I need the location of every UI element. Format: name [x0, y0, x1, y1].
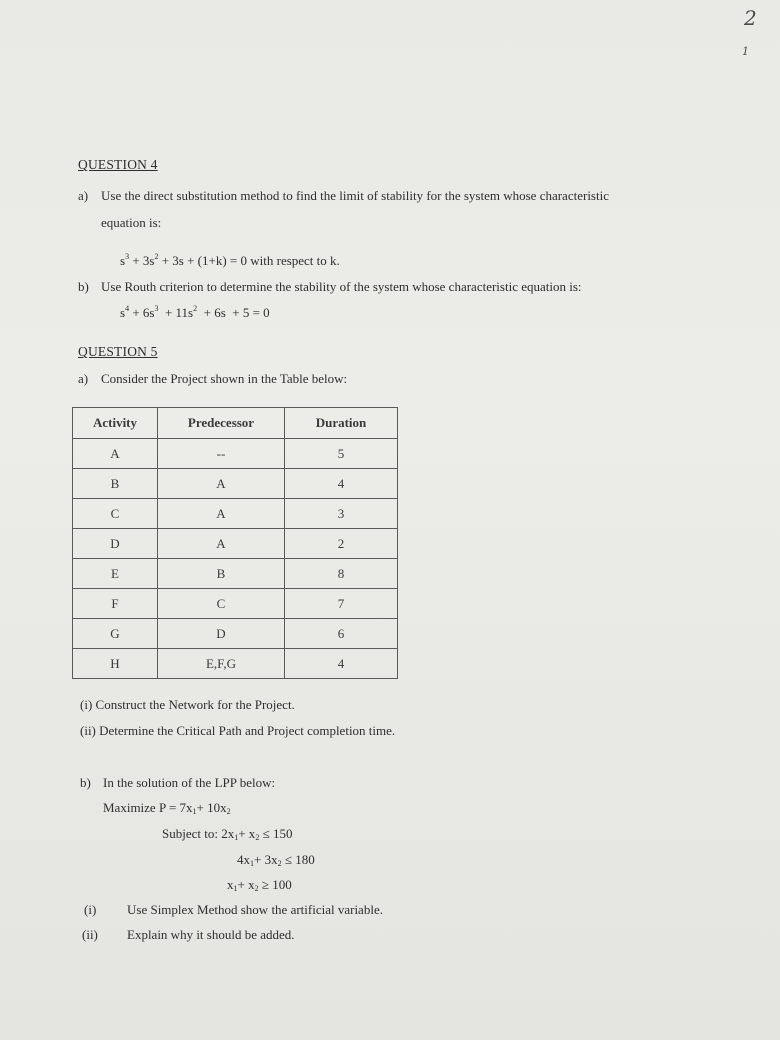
predecessor-cell: A: [158, 529, 285, 559]
project-activity-table: [72, 407, 398, 679]
question-5-heading: QUESTION 5: [78, 344, 158, 359]
lpp-objective-label: Maximize P = 7x: [103, 800, 193, 815]
activity-cell: G: [73, 619, 158, 649]
activity-cell: H: [73, 649, 158, 679]
table-row: [73, 619, 398, 649]
q5-a-label: a): [78, 371, 89, 386]
column-header-activity: Activity: [73, 408, 158, 439]
predecessor-cell: --: [158, 439, 285, 469]
q4-a-label: a): [78, 188, 89, 203]
predecessor-cell: C: [158, 589, 285, 619]
column-header-duration: Duration: [285, 408, 398, 439]
duration-cell: 4: [285, 649, 398, 679]
table-row: [73, 499, 398, 529]
table-header-row: [73, 408, 398, 439]
lpp-constraint-1: Subject to: $2x_1+ x_2 \le 150$: [162, 826, 293, 842]
duration-cell: 4: [285, 469, 398, 499]
table-row: [73, 559, 398, 589]
lpp-constraint-3: $x_1+ x_2 \ge 100$: [227, 877, 292, 893]
q5-b-sub-i-label: (i): [84, 902, 97, 917]
table-row: [73, 589, 398, 619]
predecessor-cell: A: [158, 469, 285, 499]
activity-cell: B: [73, 469, 158, 499]
table-row: [73, 439, 398, 469]
q5-b-sub-ii-text: Explain why it should be added.: [127, 927, 295, 942]
duration-cell: 3: [285, 499, 398, 529]
activity-cell: C: [73, 499, 158, 529]
q5-a-text: Consider the Project shown in the Table below:: [101, 371, 348, 386]
table-row: [73, 649, 398, 679]
table-row: [73, 529, 398, 559]
lpp-subject-to-label: Subject to: 2x: [162, 826, 235, 841]
q5-b-sub-i-text: Use Simplex Method show the artificial variable.: [127, 902, 383, 917]
predecessor-cell: E,F,G: [158, 649, 285, 679]
column-header-predecessor: Predecessor: [158, 408, 285, 439]
q5-a-part-ii: (ii) Determine the Critical Path and Project completion time.: [80, 723, 396, 738]
lpp-constraint-2: $4x_1+ 3x_2 \le 180$: [237, 852, 315, 868]
duration-cell: 8: [285, 559, 398, 589]
handwritten-page-number: 2: [744, 6, 757, 30]
q5-b-label: b): [80, 775, 91, 790]
duration-cell: 7: [285, 589, 398, 619]
activity-cell: D: [73, 529, 158, 559]
predecessor-cell: A: [158, 499, 285, 529]
predecessor-cell: D: [158, 619, 285, 649]
q4-a-equation: $s^3 + 3s^2 + 3s + (1+k) = 0$ with respect to k.: [120, 252, 340, 268]
q4-b-label: b): [78, 279, 89, 294]
q5-a-part-i: (i) Construct the Network for the Project.: [80, 697, 295, 712]
question-4-heading: QUESTION 4: [78, 157, 158, 172]
q5-b-sub-ii-label: (ii): [82, 927, 98, 942]
q4-a-text-line2: equation is:: [101, 215, 162, 230]
activity-cell: E: [73, 559, 158, 589]
handwritten-mark: 1: [742, 45, 749, 58]
q4-b-text: Use Routh criterion to determine the stability of the system whose characteristic equation is:: [101, 279, 582, 294]
q4-a-equation-tail: with respect to k.: [250, 253, 340, 268]
duration-cell: 2: [285, 529, 398, 559]
table-row: [73, 469, 398, 499]
activity-cell: A: [73, 439, 158, 469]
activity-cell: F: [73, 589, 158, 619]
q5-b-text: In the solution of the LPP below:: [103, 775, 276, 790]
duration-cell: 6: [285, 619, 398, 649]
predecessor-cell: B: [158, 559, 285, 589]
duration-cell: 5: [285, 439, 398, 469]
q4-b-equation: $s^4 + 6s^3 + 11s^2 + 6s + 5 = 0$: [120, 304, 270, 320]
lpp-objective: Maximize $P = 7x_1+ 10x_2$: [103, 800, 231, 816]
q4-a-text-line1: Use the direct substitution method to find the limit of stability for the system whose characteristic: [101, 188, 609, 203]
